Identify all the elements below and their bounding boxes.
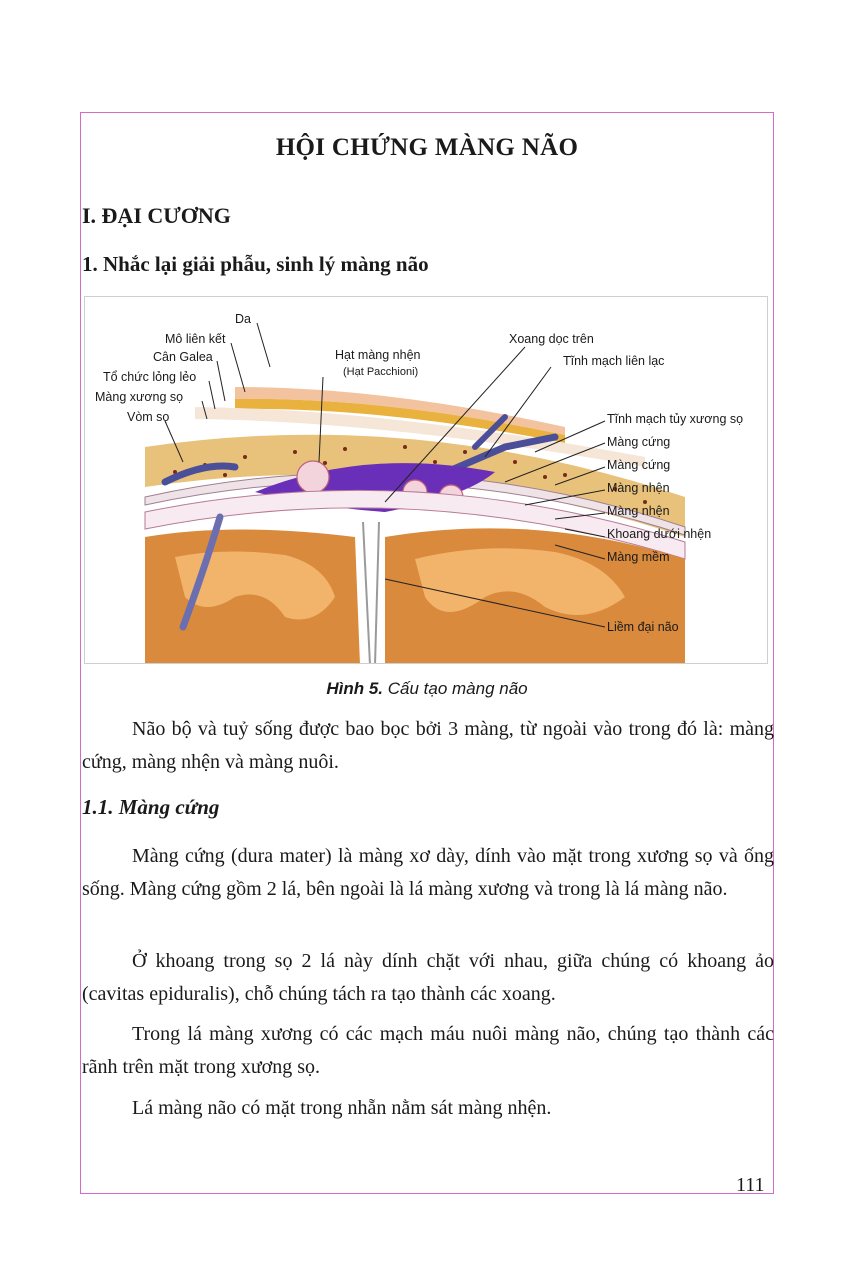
label-mo-lien-ket: Mô liên kết — [165, 332, 226, 346]
label-da: Da — [235, 312, 251, 326]
label-tinh-mach-tuy: Tĩnh mạch tủy xương sọ — [607, 412, 744, 426]
page-title: HỘI CHỨNG MÀNG NÃO — [275, 134, 579, 161]
caption-text: Cấu tạo màng não — [383, 679, 528, 698]
section-heading: I. ĐẠI CƯƠNG — [82, 203, 231, 228]
paragraph-2: Ở khoang trong sọ 2 lá này dính chặt với nhau, giữa chúng có khoang ảo (cavitas epiduralis), chỗ chúng tách ra tạo thành các xoang. — [82, 950, 774, 1005]
meninges-illustration — [85, 297, 768, 664]
label-mang-mem: Màng mềm — [607, 550, 670, 564]
label-vom-so: Vòm sọ — [127, 410, 170, 424]
paragraph-intro: Não bộ và tuỷ sống được bao bọc bởi 3 màng, từ ngoài vào trong đó là: màng cứng, màng nhện và màng nuôi. — [82, 718, 774, 773]
label-mang-xuong-so: Màng xương sọ — [95, 390, 184, 404]
page-number: 111 — [736, 1174, 765, 1196]
label-mang-nhen-1: Màng nhện — [607, 481, 670, 495]
subsection-1-1-heading: 1.1. Màng cứng — [82, 795, 220, 819]
label-liem-dai-nao: Liềm đại não — [607, 620, 679, 634]
label-xoang-doc-tren: Xoang dọc trên — [509, 332, 594, 346]
paragraph-4: Lá màng não có mặt trong nhẵn nằm sát màng nhện. — [132, 1097, 552, 1119]
paragraph-3: Trong lá màng xương có các mạch máu nuôi màng não, chúng tạo thành các rãnh trên mặt trong xương sọ. — [82, 1023, 774, 1078]
label-hat-pacchioni: (Hạt Pacchioni) — [343, 366, 419, 378]
label-tinh-mach-lien-lac: Tĩnh mạch liên lạc — [563, 354, 665, 368]
meninges-figure — [84, 296, 768, 664]
label-hat-mang-nhen: Hạt màng nhện — [335, 348, 421, 362]
label-khoang-duoi-nhen: Khoang dưới nhện — [607, 527, 712, 541]
falx-cerebri — [363, 522, 379, 664]
label-can-galea: Cân Galea — [153, 350, 213, 364]
label-to-chuc-long-leo: Tổ chức lỏng lẻo — [103, 370, 197, 384]
label-mang-cung-1: Màng cứng — [607, 435, 671, 449]
caption-number: Hình 5. — [326, 679, 384, 698]
subsection-heading: 1. Nhắc lại giải phẫu, sinh lý màng não — [82, 252, 429, 276]
label-mang-nhen-2: Màng nhện — [607, 504, 670, 518]
label-mang-cung-2: Màng cứng — [607, 458, 671, 472]
figure-caption — [80, 679, 774, 699]
paragraph-1: Màng cứng (dura mater) là màng xơ dày, dính vào mặt trong xương sọ và ống sống. Màng cứng gồm 2 lá, bên ngoài là lá màng xương và trong là lá màng não. — [82, 845, 774, 900]
